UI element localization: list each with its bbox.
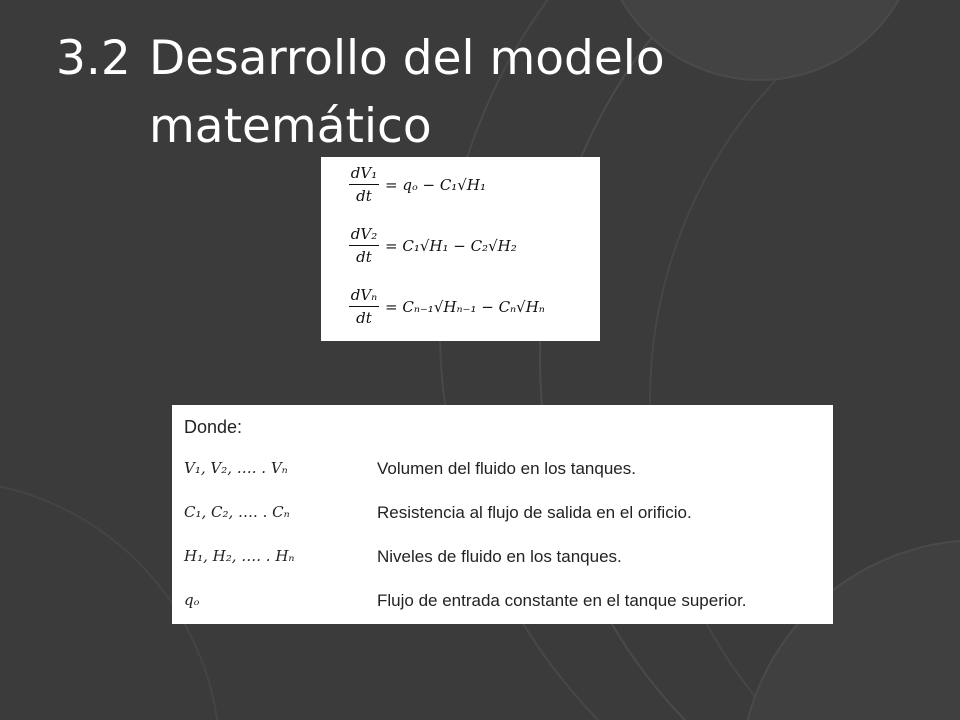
definition-term: C₁, C₂, …. . Cₙ bbox=[184, 503, 290, 521]
definitions-image bbox=[172, 405, 833, 624]
equation-2-rhs: = C₁√H₁ − C₂√H₂ bbox=[385, 237, 517, 255]
definition-term: qₒ bbox=[184, 591, 200, 609]
equation-2-numerator: dV₂ bbox=[350, 225, 378, 243]
equation-3-fraction bbox=[349, 285, 379, 328]
definition-row bbox=[172, 449, 833, 489]
definition-description: Resistencia al flujo de salida en el orificio. bbox=[377, 503, 692, 522]
equation-1-fraction bbox=[349, 163, 379, 206]
title-line-1: Desarrollo del modelo bbox=[149, 31, 665, 86]
definition-row bbox=[172, 581, 833, 621]
equations-image bbox=[321, 157, 600, 341]
definition-description: Volumen del fluido en los tanques. bbox=[377, 459, 636, 478]
equation-1-rhs: = qₒ − C₁√H₁ bbox=[385, 176, 486, 194]
equation-3-rhs: = Cₙ₋₁√Hₙ₋₁ − Cₙ√Hₙ bbox=[385, 298, 545, 316]
definition-row bbox=[172, 493, 833, 533]
equation-2-denominator: dt bbox=[356, 248, 372, 266]
equation-2-fraction bbox=[349, 224, 379, 267]
definition-row bbox=[172, 537, 833, 577]
definition-description: Niveles de fluido en los tanques. bbox=[377, 547, 622, 566]
equation-1-numerator: dV₁ bbox=[350, 164, 378, 182]
equation-2 bbox=[349, 224, 599, 272]
equation-3 bbox=[349, 285, 599, 333]
equation-3-numerator: dVₙ bbox=[350, 286, 378, 304]
definition-description: Flujo de entrada constante en el tanque superior. bbox=[377, 591, 747, 610]
title-line-2: matemático bbox=[149, 99, 432, 154]
definitions-heading: Donde: bbox=[184, 417, 243, 437]
equation-3-denominator: dt bbox=[356, 309, 372, 327]
title-number: 3.2 bbox=[56, 31, 131, 86]
equation-1-denominator: dt bbox=[356, 187, 372, 205]
definition-term: H₁, H₂, …. . Hₙ bbox=[184, 547, 295, 565]
equation-1 bbox=[349, 163, 599, 211]
definition-term: V₁, V₂, …. . Vₙ bbox=[184, 459, 288, 477]
